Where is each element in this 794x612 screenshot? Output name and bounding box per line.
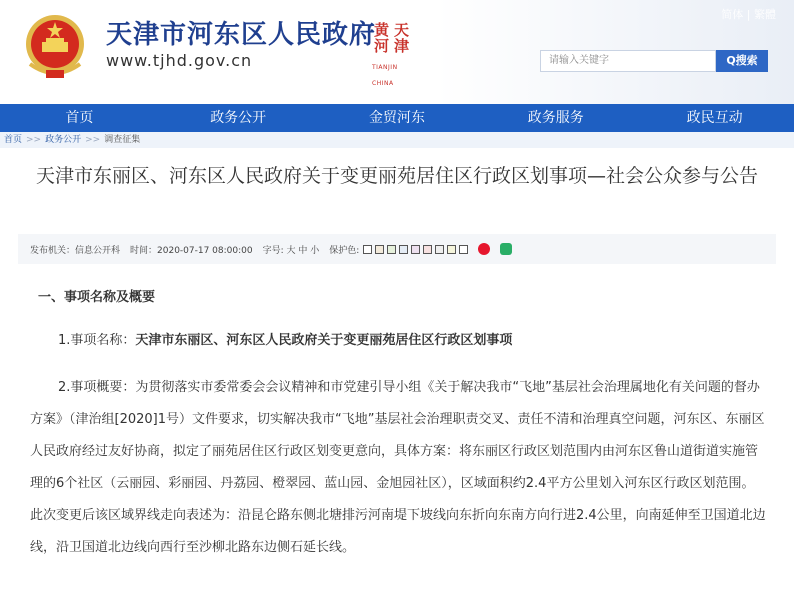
breadcrumb: 首页 >> 政务公开 >> 调查征集: [0, 132, 794, 148]
nav-item-home[interactable]: 首页: [65, 110, 94, 126]
swatch-5[interactable]: [411, 245, 420, 254]
article-body: [0, 286, 794, 564]
item2-paragraph: 2.事项概要：为贯彻落实市委常委会会议精神和市党建引导小组《关于解决我市“飞地”基层社会治理属地化有关问题的督办方案》（津治组[2020]1号）文件要求，切实解决我市“飞地”基层社会治理职责交叉、责任不清和治理真空问题，河东区、东丽区人民政府经过友好协商，拟定了丽苑居住区行政区划变更意向，具体方案：将东丽区行政区划范围内由河东区鲁山道街道实施管理的6个社区（云丽园、彩丽园、丹荔园、橙翠园、蓝山园、金旭园社区），区域面积约2.4平方公里划入河东区行政区划范围。此次变更后该区域界线走向表述为：沿昆仑路东侧北塘排污河南堤下坡线向东折向东南方向行进2.4公里，向南延伸至卫国道北边线，沿卫国道北边线向西行至沙柳北路东边侧石延长线。: [30, 380, 766, 555]
item1-paragraph: 1.事项名称：天津市东丽区、河东区人民政府关于变更丽苑居住区行政区划事项: [58, 333, 513, 348]
publisher: 发布机关：信息公开科: [30, 245, 121, 256]
nav-item-interaction[interactable]: 政民互动: [686, 110, 743, 126]
national-emblem-icon: [24, 12, 86, 82]
search-button[interactable]: Q搜索: [716, 50, 768, 72]
search-input[interactable]: 请输入关键字: [540, 50, 716, 72]
swatch-3[interactable]: [387, 245, 396, 254]
article-title: 天津市东丽区、河东区人民政府关于变更丽苑居住区行政区划事项—社会公众参与公告: [35, 165, 758, 187]
lang-simplified-link[interactable]: 简体: [721, 8, 744, 21]
swatch-6[interactable]: [423, 245, 432, 254]
lang-traditional-link[interactable]: 繁體: [754, 8, 776, 21]
language-switch: 简体 | 繁體: [721, 8, 776, 21]
nav-item-gov-open[interactable]: 政务公开: [210, 110, 267, 126]
swatch-1[interactable]: [363, 245, 372, 254]
main-nav: [0, 104, 794, 132]
nav-item-services[interactable]: 政务服务: [527, 110, 584, 126]
swatch-9[interactable]: [459, 245, 468, 254]
weibo-share-icon[interactable]: [478, 243, 490, 255]
site-name: 天津市河东区人民政府: [106, 20, 377, 50]
protect-color-label: 保护色:: [329, 245, 360, 256]
swatch-8[interactable]: [447, 245, 456, 254]
article-meta: [18, 234, 776, 264]
protect-color-swatches: [363, 245, 468, 254]
tianjin-seal-logo: 黄 天 河 津 TIANJIN CHINA: [372, 21, 410, 87]
font-size-control[interactable]: 字号: 大 中 小: [262, 245, 320, 256]
breadcrumb-gov-open[interactable]: 政务公开: [45, 135, 82, 145]
publish-time: 时间：2020-07-17 08:00:00: [130, 245, 253, 256]
swatch-2[interactable]: [375, 245, 384, 254]
swatch-4[interactable]: [399, 245, 408, 254]
breadcrumb-current[interactable]: 调查征集: [104, 135, 141, 145]
wechat-share-icon[interactable]: [500, 243, 512, 255]
section-heading: 一、事项名称及概要: [38, 290, 156, 305]
nav-item-business[interactable]: 金贸河东: [368, 110, 425, 126]
site-header: [0, 0, 794, 104]
breadcrumb-home[interactable]: 首页: [4, 135, 23, 145]
swatch-7[interactable]: [435, 245, 444, 254]
site-url: www.tjhd.gov.cn: [106, 51, 253, 70]
